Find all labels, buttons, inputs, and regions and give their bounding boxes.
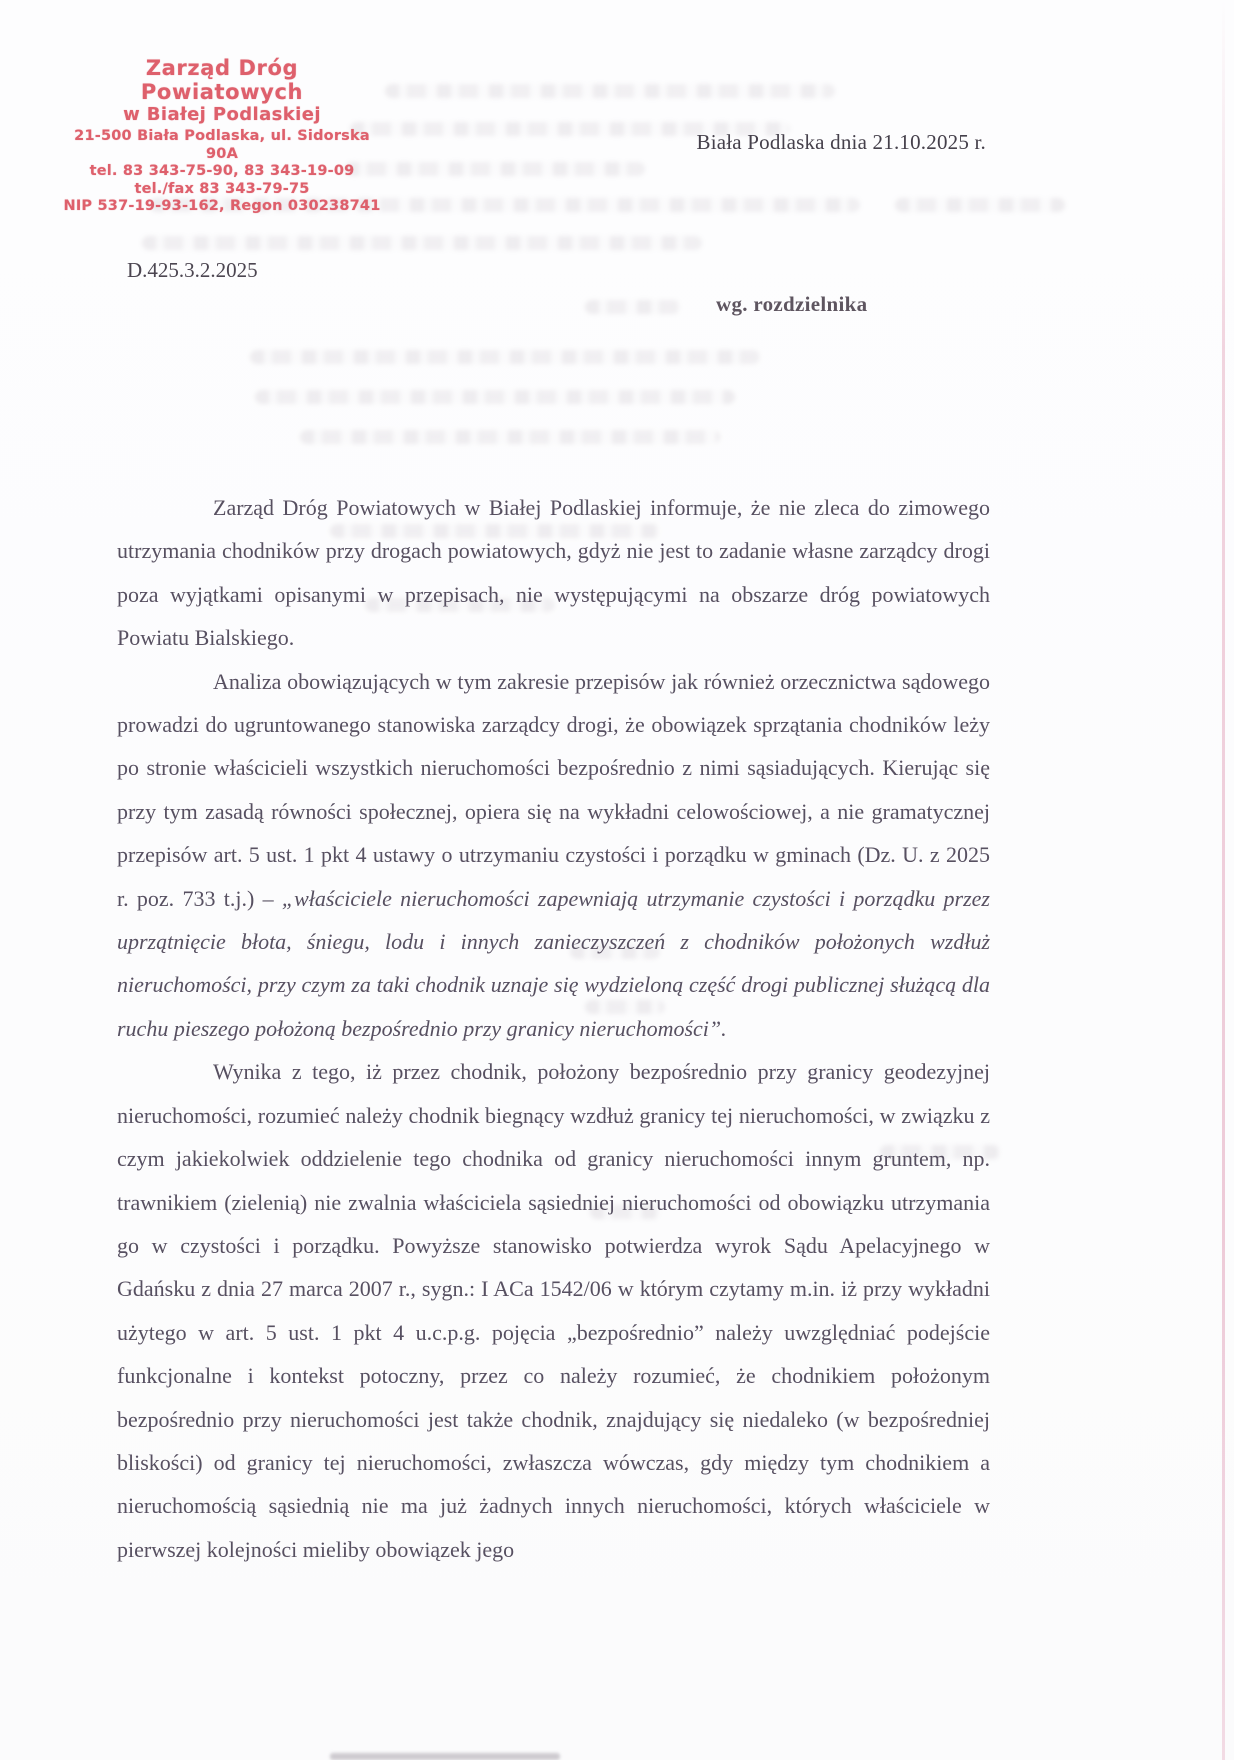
stamp-address: 21-500 Biała Podlaska, ul. Sidorska 90A	[74, 128, 370, 162]
distribution-note: wg. rozdzielnika	[716, 292, 868, 316]
bleed-through-artifact	[300, 430, 720, 444]
stamp-org-name: Zarząd Dróg Powiatowych	[140, 56, 304, 104]
bleed-through-artifact	[255, 390, 735, 404]
bleed-through-artifact	[142, 236, 702, 250]
date-line: Biała Podlaska dnia 21.10.2025 r.	[696, 130, 986, 154]
legal-quote: „właściciele nieruchomości zapewniają utrzymanie czystości i porządku przez uprzątnięcie błota, śniegu, lodu i innych zanieczyszczeń z chodników położonych wzdłuż nieruchomości, przy czym za taki chodnik uznaje się wydzieloną część drogi publicznej służącą dla ruchu pieszego położoną bezpośrednio przy granicy nieruchomości”.	[117, 885, 990, 1041]
bleed-through-artifact	[585, 300, 680, 314]
bleed-through-artifact	[345, 162, 645, 176]
body-paragraph-3: Wynika z tego, iż przez chodnik, położony bezpośrednio przy granicy geodezyjnej nieruchomości, rozumieć należy chodnik biegnący wzdłuż granicy tej nieruchomości, w związku z czym jakiekolwiek oddzielenie tego chodnika od granicy nieruchomości innym gruntem, np. trawnikiem (zielenią) nie zwalnia właściciela sąsiedniej nieruchomości od obowiązku utrzymania go w czystości i porządku. Powyższe stanowisko potwierdza wyrok Sądu Apelacyjnego w Gdańsku z dnia 27 marca 2007 r., sygn.: I ACa 1542/06 w którym czytamy m.in. iż przy wykładni użytego w art. 5 ust. 1 pkt 4 u.c.p.g. pojęcia „bezpośrednio” należy uwzględniać podejście funkcjonalne i kontekst potoczny, przez co należy rozumieć, że chodnikiem położonym bezpośrednio przy nieruchomości jest także chodnik, znajdujący się niedaleko (w bezpośredniej bliskości) od granicy tej nieruchomości, zwłaszcza wówczas, gdy między tym chodnikiem a nieruchomością sąsiednią nie ma już żadnych innych nieruchomości, których właściciele w pierwszej kolejności mieliby obowiązek jego	[117, 1059, 990, 1562]
paragraph-2-intro: Analiza obowiązujących w tym zakresie przepisów jak również orzecznictwa sądowego prowadzi do ugruntowanego stanowiska zarządcy drogi, że obowiązek sprzątania chodników leży po stronie właścicieli wszystkich nieruchomości bezpośrednio z nimi sąsiadujących. Kierując się przy tym zasadą równości społecznej, opiera się na wykładni celowościowej, a nie gramatycznej przepisów art. 5 ust. 1 pkt 4 ustawy o utrzymaniu czystości i porządku w gminach (Dz. U. z 2025 r. poz. 733 t.j.) –	[117, 668, 990, 911]
stamp-phone: tel. 83 343-75-90, 83 343-19-09	[89, 163, 355, 179]
bleed-through-artifact	[895, 198, 1065, 212]
stamp-org-city: w Białej Podlaskiej	[123, 104, 321, 125]
sender-stamp	[62, 56, 382, 216]
stamp-fax: tel./fax 83 343-79-75	[134, 180, 310, 197]
body-paragraph-1: Zarząd Dróg Powiatowych w Białej Podlaskiej informuje, że nie zleca do zimowego utrzymania chodników przy drogach powiatowych, gdyż nie jest to zadanie własne zarządcy drogi poza wyjątkami opisanymi w przepisach, nie występującymi na obszarze dróg powiatowych Powiatu Bialskiego.	[117, 495, 990, 651]
bottom-scan-artifact	[330, 1753, 560, 1760]
letter-body	[117, 486, 990, 1571]
bleed-through-artifact	[385, 84, 835, 98]
body-paragraph-2	[117, 660, 990, 1051]
bleed-through-artifact	[250, 350, 760, 364]
reference-number: D.425.3.2.2025	[127, 258, 258, 282]
stamp-nip-regon: NIP 537-19-93-162, Regon 030238741	[63, 198, 381, 214]
page-edge-line	[1222, 0, 1225, 1760]
